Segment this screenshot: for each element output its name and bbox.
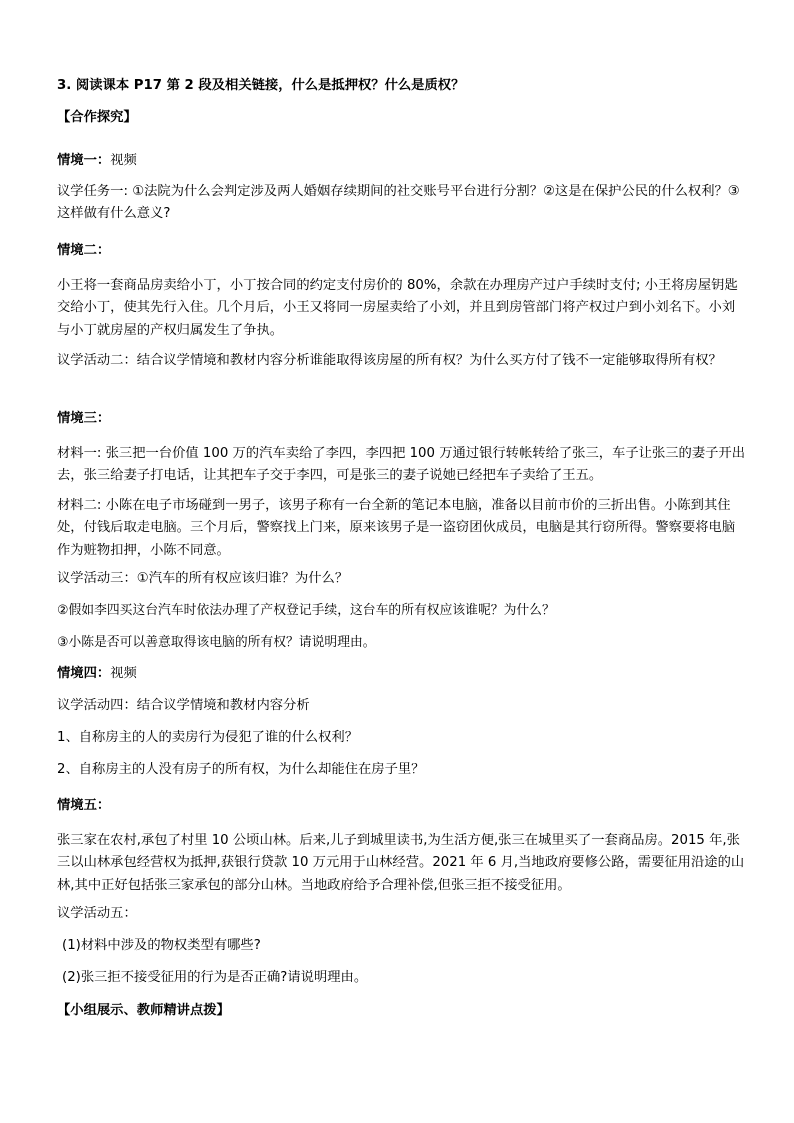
scenario-2-activity: 议学活动二：结合议学情境和教材内容分析谁能取得该房屋的所有权？为什么买方付了钱不一定能够取得所有权？ (57, 353, 722, 368)
heading-cooperative-inquiry: 【合作探究】 (57, 110, 137, 125)
heading-group-presentation: 【小组展示、教师精讲点拨】 (57, 1003, 230, 1018)
scenario-5-activity: 议学活动五： (57, 906, 137, 921)
scenario-4-question-2: 2、自称房主的人没有房子的所有权，为什么却能住在房子里？ (57, 762, 425, 777)
scenario-1-heading: 情境一： (57, 153, 111, 168)
scenario-1-heading-row (57, 150, 747, 172)
scenario-1-task: 议学任务一: ①法院为什么会判定涉及两人婚姻存续期间的社交账号平台进行分割？②这是在保护公民的什么权利？③这样做有什么意义? (57, 184, 740, 222)
scenario-1-video: 视频 (110, 153, 137, 168)
scenario-3-material-1: 材料一: 张三把一台价值 100 万的汽车卖给了李四，李四把 100 万通过银行转帐转给了张三，车子让张三的妻子开出去，张三给妻子打电话，让其把车子交于李四，可是张三的妻子说她已经把车子卖给了王五。 (57, 446, 746, 484)
scenario-3-question-2: ②假如李四买这台汽车时依法办理了产权登记手续，这台车的所有权应该谁呢？为什么？ (57, 603, 555, 618)
scenario-3-material-2: 材料二: 小陈在电子市场碰到一男子，该男子称有一台全新的笔记本电脑，准备以目前市价的三折出售。小陈到其住处，付钱后取走电脑。三个月后，警察找上门来，原来该男子是一盗窃团伙成员，电脑是其行窃所得。警察要将电脑作为赃物扣押，小陈不同意。 (57, 498, 736, 558)
scenario-4-heading: 情境四： (57, 666, 111, 681)
scenario-3-heading: 情境三： (57, 411, 111, 426)
scenario-4-activity: 议学活动四：结合议学情境和教材内容分析 (57, 698, 310, 713)
scenario-2-heading: 情境二： (57, 243, 111, 258)
scenario-4-video: 视频 (110, 666, 137, 681)
scenario-5-heading: 情境五： (57, 798, 111, 813)
scenario-3-question-3: ③小陈是否可以善意取得该电脑的所有权？请说明理由。 (57, 635, 376, 650)
scenario-3-activity: 议学活动三：①汽车的所有权应该归谁？为什么？ (57, 571, 349, 586)
question-3: 3. 阅读课本 P17 第 2 段及相关链接，什么是抵押权？什么是质权？ (57, 78, 465, 93)
scenario-2-text: 小王将一套商品房卖给小丁，小丁按合同的约定支付房价的 80%，余款在办理房产过户手续时支付; 小王将房屋钥匙交给小丁，使其先行入住。几个月后，小王又将同一房屋卖给了小刘，并且到房管部门将产权过户到小刘名下。小刘与小丁就房屋的产权归属发生了争执。 (57, 278, 738, 338)
scenario-5-question-1: (1)材料中涉及的物权类型有哪些? (62, 938, 261, 953)
scenario-4-question-1: 1、自称房主的人的卖房行为侵犯了谁的什么权利？ (57, 730, 358, 745)
scenario-5-question-2: (2)张三拒不接受征用的行为是否正确?请说明理由。 (62, 970, 368, 985)
scenario-4-heading-row (57, 663, 747, 685)
scenario-5-text: 张三家在农村,承包了村里 10 公顷山林。后来,儿子到城里读书,为生活方便,张三在城里买了一套商品房。2015 年,张三以山林承包经营权为抵押,获银行贷款 10 万元用于山林经营。2021 年 6 月,当地政府要修公路，需要征用沿途的山林,其中正好包括张三家承包的部分山林。当地政府给予合理补偿,但张三拒不接受征用。 (57, 833, 745, 893)
